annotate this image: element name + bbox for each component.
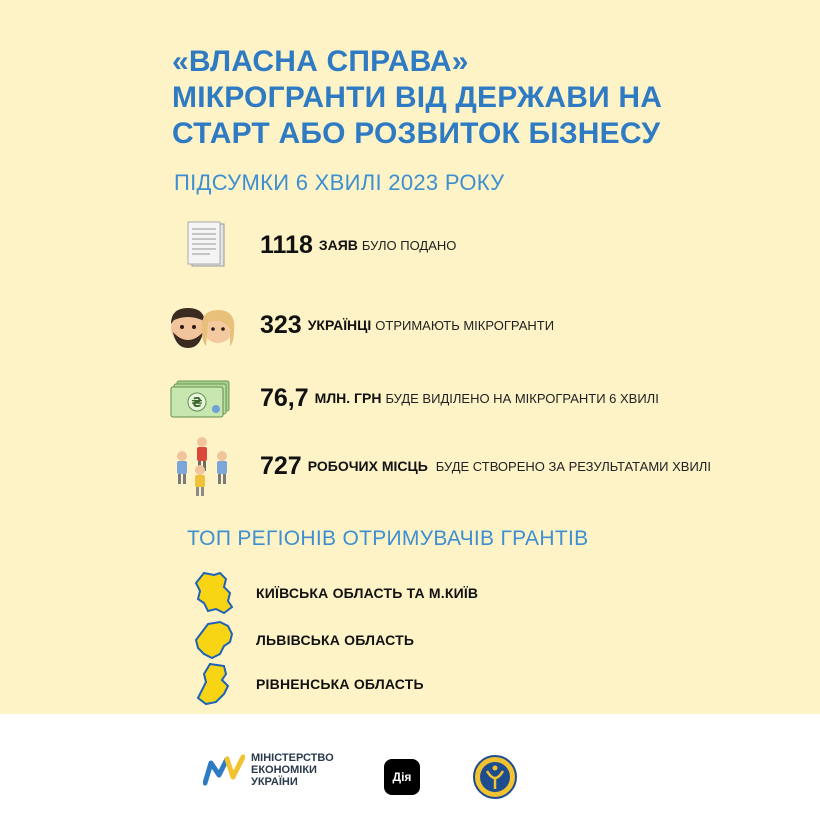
region-name: КИЇВСЬКА ОБЛАСТЬ ТА М.КИЇВ [256, 585, 479, 601]
ministry-logo-icon [203, 753, 245, 787]
page-subtitle: ПІДСУМКИ 6 ХВИЛІ 2023 РОКУ [174, 170, 505, 195]
region-name: ЛЬВІВСЬКА ОБЛАСТЬ [256, 632, 415, 648]
people-faces-icon [160, 295, 244, 355]
title-line-1: «ВЛАСНА СПРАВА» [172, 45, 469, 78]
rivne-oblast-map-icon [190, 662, 242, 706]
stat-value: 1118 [260, 230, 313, 259]
stat-description: БУДЕ ВИДІЛЕНО НА МІКРОГРАНТИ 6 ХВИЛІ [385, 390, 659, 406]
ministry-of-economy-logo [203, 752, 334, 788]
stat-value: 76,7 [260, 383, 309, 412]
stat-description: БУДЕ СТВОРЕНО ЗА РЕЗУЛЬТАТАМИ ХВИЛІ [435, 458, 711, 474]
workers-icon [160, 434, 244, 498]
region-item-rivne [190, 662, 424, 706]
page-title [172, 44, 662, 152]
regions-title: ТОП РЕГІОНІВ ОТРИМУВАЧІВ ГРАНТІВ [187, 527, 589, 550]
employment-service-seal-icon [473, 755, 517, 799]
ministry-name-line-3: УКРАЇНИ [251, 776, 298, 788]
stat-value: 727 [260, 451, 302, 480]
lviv-oblast-map-icon [190, 618, 242, 662]
region-item-kyiv [190, 571, 478, 615]
ministry-name-line-1: МІНІСТЕРСТВО [251, 752, 334, 764]
region-item-lviv [190, 618, 414, 662]
money-icon [160, 368, 244, 428]
stat-jobs [160, 436, 711, 496]
stat-label: МЛН. ГРН [314, 390, 382, 406]
stat-recipients [160, 295, 554, 355]
stat-description: БУЛО ПОДАНО [361, 237, 457, 253]
kyiv-oblast-map-icon [190, 571, 242, 615]
stat-description: ОТРИМАЮТЬ МІКРОГРАНТИ [375, 317, 555, 333]
stat-value: 323 [260, 310, 302, 339]
stat-funding [160, 368, 659, 428]
title-line-2: МІКРОГРАНТИ ВІД ДЕРЖАВИ НА [172, 81, 663, 114]
title-line-3: СТАРТ АБО РОЗВИТОК БІЗНЕСУ [172, 117, 661, 150]
ministry-name-line-2: ЕКОНОМІКИ [251, 764, 317, 776]
document-icon [160, 215, 244, 275]
stat-applications [160, 215, 456, 275]
region-name: РІВНЕНСЬКА ОБЛАСТЬ [256, 676, 424, 692]
stat-label: ЗАЯВ [318, 237, 358, 253]
diia-logo: Дія [384, 759, 420, 795]
stat-label: РОБОЧИХ МІСЦЬ [307, 458, 428, 474]
svg-text:₴: ₴ [191, 396, 203, 411]
stat-label: УКРАЇНЦІ [307, 317, 372, 333]
